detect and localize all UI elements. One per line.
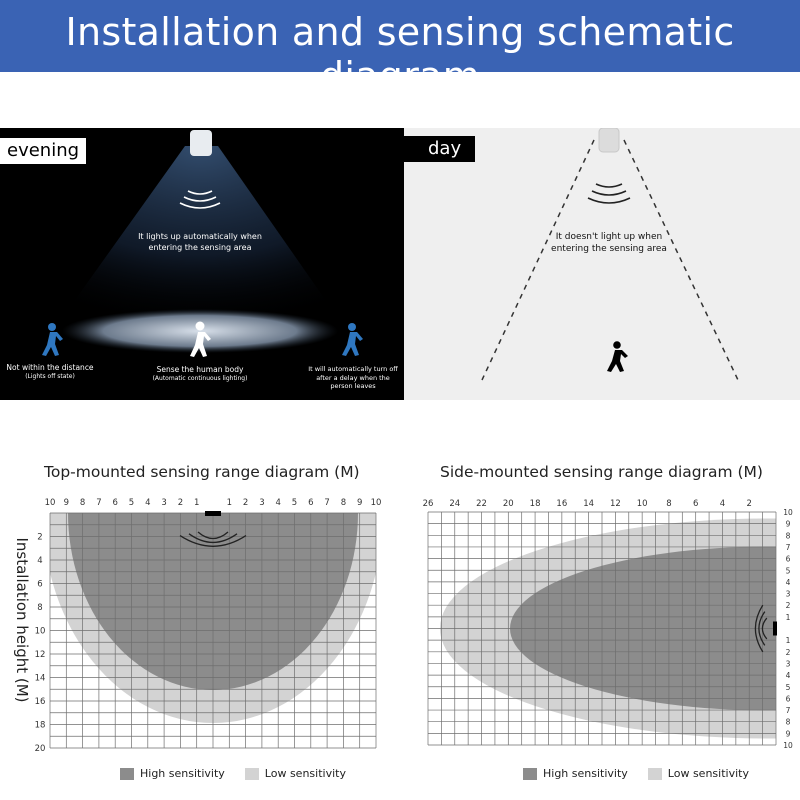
- x-tick-label: 6: [112, 498, 118, 508]
- y-tick-label: 6: [785, 554, 791, 564]
- walking-person-icon: [342, 323, 363, 356]
- x-tick-label: 10: [636, 499, 648, 509]
- y-tick-label: 14: [34, 673, 46, 684]
- x-tick-label: 1: [226, 498, 233, 508]
- x-tick-label: 4: [719, 499, 726, 509]
- y-tick-label: 7: [785, 542, 791, 552]
- legend-low-label: Low sensitivity: [667, 767, 749, 780]
- sensing-boundary-right: [624, 140, 738, 380]
- x-tick-label: 10: [44, 498, 56, 508]
- x-tick-label: 6: [692, 499, 699, 509]
- left-caption: Not within the distance: [6, 363, 94, 372]
- x-tick-label: 4: [275, 498, 281, 508]
- x-tick-label: 7: [324, 498, 330, 508]
- y-tick-label: 10: [34, 626, 46, 637]
- y-axis-label: Installation height (M): [13, 537, 31, 703]
- right-caption: It will automatically turn off after a delay when the person leaves: [308, 365, 398, 390]
- y-tick-label: 5: [785, 682, 791, 692]
- grid: [50, 513, 376, 748]
- x-tick-label: 3: [259, 498, 265, 508]
- lamp-icon: [190, 130, 212, 156]
- lamp-icon: [599, 128, 619, 152]
- y-tick-label: 3: [785, 589, 791, 599]
- sensor-waves-icon: [588, 184, 630, 203]
- x-tick-label: 7: [96, 498, 102, 508]
- y-tick-label: 4: [785, 671, 791, 681]
- evening-illustration: [0, 128, 404, 400]
- x-tick-label: 8: [79, 498, 86, 508]
- day-illustration: [404, 128, 800, 400]
- y-tick-label: 3: [785, 659, 791, 669]
- x-tick-label: 12: [609, 499, 621, 509]
- evening-panel: [0, 128, 404, 400]
- x-tick-label: 9: [63, 498, 70, 508]
- y-tick-label: 2: [37, 532, 43, 543]
- legend-low-swatch: [648, 768, 662, 780]
- y-tick-label: 2: [785, 647, 791, 657]
- x-tick-label: 10: [370, 498, 382, 508]
- top-diagram-title: Top-mounted sensing range diagram (M): [44, 463, 360, 481]
- legend-high-swatch: [120, 768, 134, 780]
- y-tick-label: 18: [34, 720, 46, 731]
- y-tick-label: 8: [785, 717, 791, 727]
- side-legend: [523, 767, 769, 780]
- x-tick-label: 24: [449, 499, 461, 509]
- top-legend: [120, 767, 366, 780]
- x-tick-label: 2: [177, 498, 184, 508]
- y-tick-label: 10: [783, 741, 793, 750]
- x-tick-label: 2: [746, 499, 752, 509]
- sensor-icon: [773, 622, 777, 636]
- x-tick-label: 5: [291, 498, 298, 508]
- evening-center-text: It lights up automatically when entering the sensing area: [138, 232, 262, 252]
- x-tick-label: 8: [340, 498, 347, 508]
- x-tick-label: 14: [583, 499, 595, 509]
- x-tick-label: 3: [161, 498, 167, 508]
- y-tick-label: 9: [785, 519, 791, 529]
- y-tick-label: 7: [785, 706, 791, 716]
- y-tick-label: 1: [785, 612, 791, 622]
- x-tick-label: 2: [242, 498, 249, 508]
- evening-tag: evening: [0, 138, 86, 164]
- legend-low-label: Low sensitivity: [264, 767, 346, 780]
- day-center-text: It doesn't light up when entering the sensing area: [551, 232, 667, 254]
- walking-person-icon: [607, 341, 628, 372]
- y-tick-label: 4: [785, 577, 791, 587]
- y-tick-label: 6: [785, 694, 791, 704]
- sensor-icon: [205, 511, 221, 516]
- y-tick-label: 12: [34, 650, 46, 660]
- day-panel: [404, 128, 800, 400]
- y-tick-label: 10: [783, 508, 793, 517]
- y-tick-label: 2: [785, 601, 791, 611]
- side-diagram-title: Side-mounted sensing range diagram (M): [440, 463, 763, 481]
- x-tick-label: 22: [476, 499, 487, 509]
- x-tick-label: 18: [529, 499, 541, 509]
- y-tick-label: 8: [785, 531, 791, 541]
- sensing-boundary-left: [482, 140, 594, 380]
- legend-high-label: High sensitivity: [140, 767, 225, 780]
- middle-subcaption: (Automatic continuous lighting): [152, 375, 248, 382]
- x-tick-label: 5: [128, 498, 135, 508]
- y-tick-label: 4: [37, 556, 43, 566]
- y-tick-label: 1: [785, 636, 791, 646]
- title-banner: [0, 0, 800, 98]
- grid: [428, 512, 776, 745]
- legend-high-swatch: [523, 768, 537, 780]
- left-subcaption: (Lights off state): [25, 373, 75, 380]
- x-tick-label: 6: [308, 498, 314, 508]
- y-tick-label: 16: [34, 697, 46, 707]
- y-tick-label: 5: [785, 566, 791, 576]
- x-tick-label: 1: [193, 498, 200, 508]
- day-tag: day: [404, 136, 475, 162]
- top-chart-svg: [30, 490, 410, 770]
- x-tick-label: 4: [145, 498, 151, 508]
- legend-low-swatch: [245, 768, 259, 780]
- y-tick-label: 6: [37, 579, 43, 590]
- x-tick-label: 16: [556, 499, 568, 509]
- y-tick-label: 8: [37, 603, 43, 613]
- page-title: Installation and sensing schematic diagram: [65, 10, 735, 98]
- y-tick-label: 9: [785, 729, 791, 739]
- y-tick-label: 20: [34, 744, 46, 754]
- legend-high-label: High sensitivity: [543, 767, 628, 780]
- x-tick-label: 8: [666, 499, 672, 509]
- x-tick-label: 20: [502, 499, 514, 509]
- side-chart-svg: [418, 495, 798, 760]
- x-tick-label: 26: [422, 499, 434, 509]
- middle-caption: Sense the human body: [156, 365, 244, 374]
- x-tick-label: 9: [356, 498, 363, 508]
